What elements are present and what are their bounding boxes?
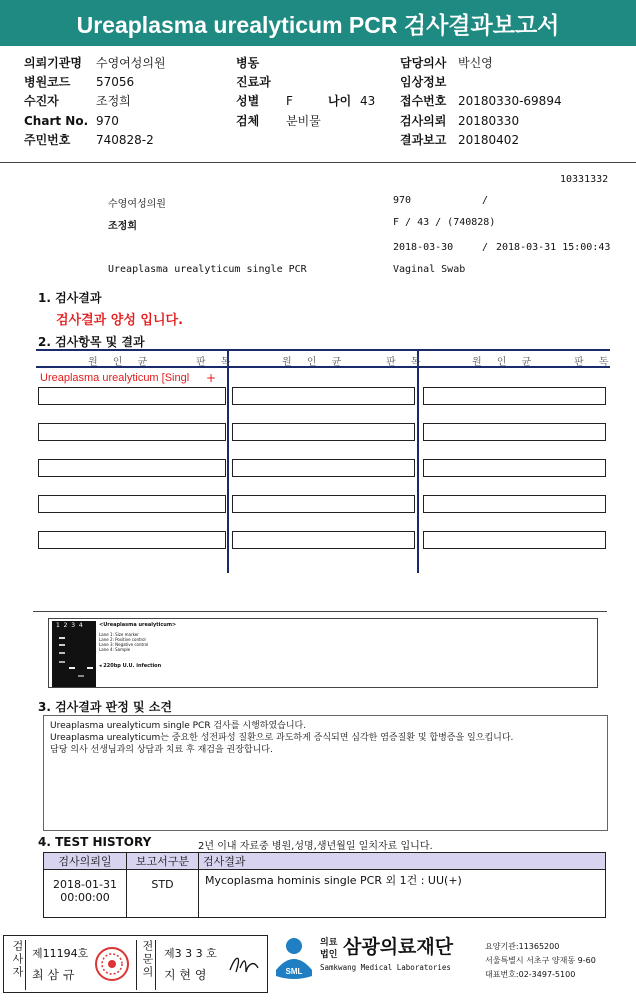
org-phone: 대표번호:02-3497-5100 xyxy=(485,970,576,979)
result-box xyxy=(232,387,415,405)
meta-slash: / xyxy=(482,195,489,206)
code-value: 57056 xyxy=(96,75,135,89)
lab-name: 최 삼 규 xyxy=(32,968,75,982)
col2-pathogen-head: 원 인 균 xyxy=(282,357,348,368)
result-box xyxy=(423,387,606,405)
meta-specimen: Vaginal Swab xyxy=(393,264,466,275)
result-box xyxy=(232,495,415,513)
gel-band xyxy=(87,667,93,669)
gel-legend-line: Lane 2: Positive control xyxy=(99,637,146,642)
meta-institution: 수영여성의원 xyxy=(108,199,166,210)
inst-label: 의뢰기관명 xyxy=(24,56,82,70)
lab-license: 제11194호 xyxy=(32,947,89,960)
gel-legend-line: Lane 3: Negative control xyxy=(99,642,149,647)
gel-lane-numbers: 1 2 3 4 xyxy=(56,622,83,629)
result-box xyxy=(423,495,606,513)
doctor-value: 박신영 xyxy=(458,56,493,70)
section2-title: 2. 검사항목 및 결과 xyxy=(38,335,145,349)
lab-label: 검사자 xyxy=(8,940,26,990)
result-box xyxy=(232,423,415,441)
doc-number: 10331332 xyxy=(560,174,609,185)
result-box xyxy=(38,459,226,477)
result-box xyxy=(423,531,606,549)
result-box xyxy=(38,423,226,441)
patient-label: 수진자 xyxy=(24,94,59,108)
section1-title: 1. 검사결과 xyxy=(38,291,102,305)
recv-value: 20180330-69894 xyxy=(458,94,562,108)
result-box xyxy=(38,531,226,549)
chart-value: 970 xyxy=(96,114,119,128)
chart-label: Chart No. xyxy=(24,114,89,128)
signature-box xyxy=(3,935,268,993)
results-col-divider-1 xyxy=(227,349,229,573)
id-value: 740828-2 xyxy=(96,133,154,147)
spec-label: 검체 xyxy=(236,114,260,128)
age-label: 나이 xyxy=(328,94,352,108)
specialist-license: 제3 3 3 호 xyxy=(164,947,217,960)
meta-test-name: Ureaplasma urealyticum single PCR xyxy=(108,264,307,275)
meta-date-sep: / xyxy=(482,242,489,253)
section4-title: 4. TEST HISTORY xyxy=(38,835,152,849)
history-date: 2018-01-31 xyxy=(53,878,117,891)
id-label: 주민번호 xyxy=(24,133,71,147)
meta-chart: 970 xyxy=(393,195,412,206)
history-table xyxy=(43,852,606,918)
history-result: Mycoplasma hominis single PCR 외 1건 : UU(+) xyxy=(199,870,606,918)
logo-text: SML xyxy=(285,967,303,976)
org-name: 삼광의료재단 xyxy=(343,936,454,958)
opinion-line: 담당 의사 선생님과의 상담과 치료 후 재검을 권장합니다. xyxy=(50,745,273,755)
result-box xyxy=(38,387,226,405)
gel-band xyxy=(59,652,65,654)
first-item-name: Ureaplasma urealyticum [Singl xyxy=(40,372,190,384)
meta-sexage: F / 43 / (740828) xyxy=(393,217,496,228)
clinic-label: 임상정보 xyxy=(400,75,447,89)
gel-band xyxy=(59,637,65,639)
org-code: 요양기관:11365200 xyxy=(485,942,560,951)
org-english-name: Samkwang Medical Laboratories xyxy=(320,963,451,972)
opinion-box xyxy=(43,715,608,831)
dept-label: 진료과 xyxy=(236,75,271,89)
sml-logo-icon xyxy=(272,936,316,984)
seal-stamp xyxy=(94,946,130,982)
org-prefix-2: 법인 xyxy=(320,950,338,960)
gel-image-frame xyxy=(48,618,598,688)
table-row xyxy=(44,870,606,918)
gel-band xyxy=(59,661,65,663)
inst-value: 수영여성의원 xyxy=(96,56,166,70)
col1-pathogen-head: 원 인 균 xyxy=(88,357,154,368)
patient-value: 조정희 xyxy=(96,94,131,108)
org-prefix-1: 의료 xyxy=(320,938,338,948)
org-address: 서울특별시 서초구 양재동 9-60 xyxy=(485,956,596,965)
gel-band xyxy=(78,675,84,677)
gel-divider xyxy=(33,611,607,612)
history-time: 00:00:00 xyxy=(60,891,110,904)
history-head-type: 보고서구분 xyxy=(127,853,199,870)
meta-date-to: 2018-03-31 15:00:43 xyxy=(496,242,611,253)
opinion-line: Ureaplasma urealyticum single PCR 검사를 시행하였습니다. xyxy=(50,721,307,731)
col3-judge-head: 판 독 xyxy=(574,357,615,368)
gel-legend-line: Lane 4: Sample xyxy=(99,647,131,652)
history-head-result: 검사결과 xyxy=(199,853,606,870)
code-label: 병원코드 xyxy=(24,75,71,89)
col3-pathogen-head: 원 인 균 xyxy=(472,357,538,368)
history-note: 2년 이내 자료중 병원,성명,생년월일 일치자료 입니다. xyxy=(198,841,433,852)
result-box xyxy=(423,423,606,441)
gel-band-label: 220bp U.U. infection xyxy=(103,663,162,669)
gel-heading: <Ureaplasma urealyticum> xyxy=(99,622,177,628)
specialist-name: 지 현 영 xyxy=(164,968,207,982)
result-box xyxy=(232,531,415,549)
gel-band xyxy=(69,667,75,669)
col2-judge-head: 판 독 xyxy=(386,357,427,368)
spec-value: 분비물 xyxy=(286,114,321,128)
report-label: 결과보고 xyxy=(400,133,447,147)
history-head-date: 검사의뢰일 xyxy=(44,853,127,870)
results-col-divider-2 xyxy=(417,349,419,573)
specialist-label: 전문의 xyxy=(136,940,156,990)
org-contact xyxy=(485,940,596,982)
req-label: 검사의뢰 xyxy=(400,114,447,128)
sex-label: 성별 xyxy=(236,94,260,108)
gel-band-note: ◂ 220bp U.U. infection xyxy=(99,663,162,669)
opinion-line: Ureaplasma urealyticum는 중요한 성전파성 질환으로 과도하게 증식되면 심각한 염증질환 및 합병증을 일으킵니다. xyxy=(50,733,514,743)
sex-value: F xyxy=(286,94,293,108)
result-text: 검사결과 양성 입니다. xyxy=(56,313,184,328)
doctor-label: 담당의사 xyxy=(400,56,447,70)
results-table-top-line xyxy=(36,349,610,351)
gel-legend xyxy=(99,632,148,652)
org-prefix xyxy=(320,937,337,961)
section3-title: 3. 검사결과 판정 및 소견 xyxy=(38,700,172,714)
col1-judge-head: 판 독 xyxy=(196,357,237,368)
report-value: 20180402 xyxy=(458,133,520,147)
gel-legend-line: Lane 1: Size marker xyxy=(99,632,139,637)
report-title: Ureaplasma urealyticum PCR 검사결과보고서 xyxy=(0,0,636,46)
recv-label: 접수번호 xyxy=(400,94,447,108)
gel-band xyxy=(59,644,65,646)
history-date-cell xyxy=(44,870,127,918)
meta-date-from: 2018-03-30 xyxy=(393,242,454,253)
signature xyxy=(226,950,262,978)
history-type: STD xyxy=(127,870,199,918)
header-divider xyxy=(0,162,636,163)
age-value: 43 xyxy=(360,94,376,108)
req-value: 20180330 xyxy=(458,114,520,128)
first-item-result: + xyxy=(206,371,217,385)
result-box xyxy=(38,495,226,513)
meta-patient: 조정희 xyxy=(108,221,137,232)
result-box xyxy=(232,459,415,477)
result-box xyxy=(423,459,606,477)
ward-label: 병동 xyxy=(236,56,260,70)
gel-image xyxy=(52,621,96,687)
